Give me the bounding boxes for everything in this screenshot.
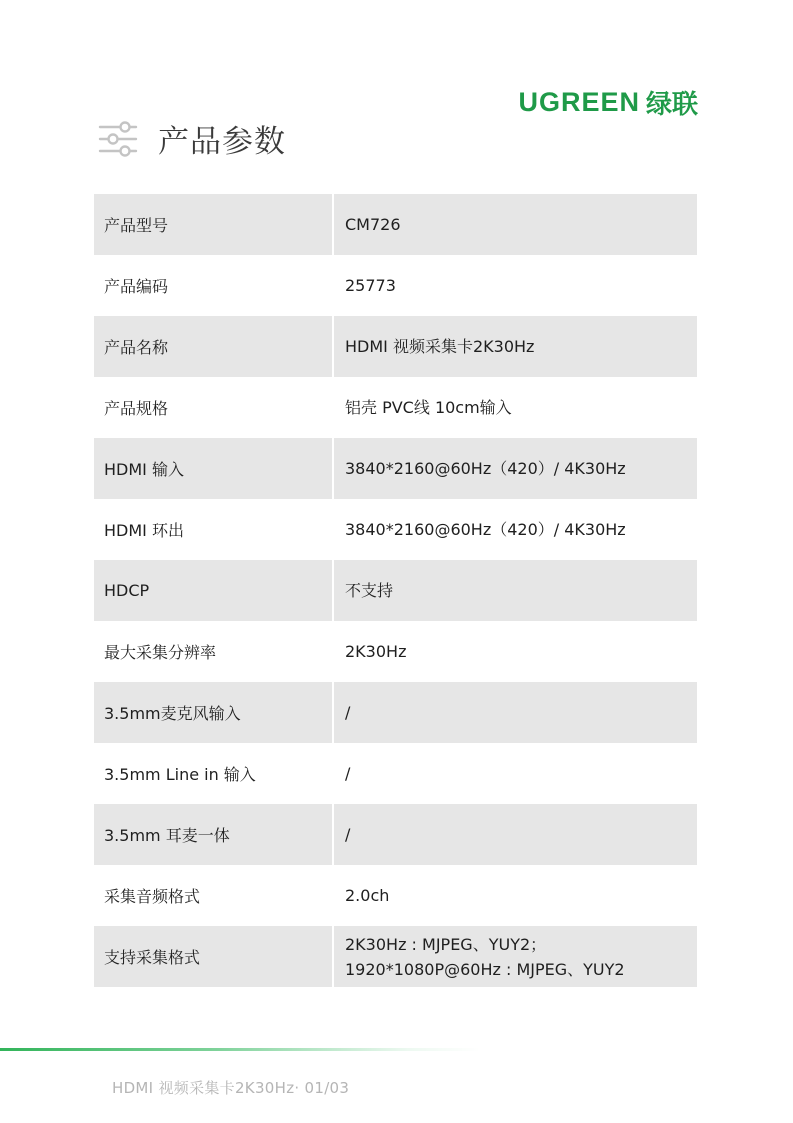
spec-label: 产品规格 — [94, 377, 334, 438]
spec-label: HDMI 环出 — [94, 499, 334, 560]
table-row — [94, 377, 697, 438]
table-row — [94, 743, 697, 804]
table-row — [94, 804, 697, 865]
table-row — [94, 621, 697, 682]
spec-label: 产品名称 — [94, 316, 334, 377]
logo-text-cn: 绿联 — [645, 90, 698, 120]
spec-value: 25773 — [345, 276, 396, 295]
spec-label: 3.5mm Line in 输入 — [94, 743, 334, 804]
spec-value: / — [345, 825, 351, 844]
table-row — [94, 194, 697, 255]
table-row — [94, 926, 697, 987]
spec-value: 3840*2160@60Hz（420）/ 4K30Hz — [345, 520, 626, 539]
page-title: 产品参数 — [158, 124, 286, 160]
table-row — [94, 560, 697, 621]
logo-text-en: UGREEN — [518, 87, 640, 117]
spec-value: / — [345, 703, 351, 722]
spec-label: 产品型号 — [94, 194, 334, 255]
section-header — [98, 116, 286, 161]
spec-label: 最大采集分辨率 — [94, 621, 334, 682]
spec-value: / — [345, 764, 351, 783]
footer-divider — [0, 1048, 480, 1051]
spec-table — [94, 194, 697, 987]
table-row — [94, 865, 697, 926]
spec-value: 2.0ch — [345, 886, 390, 905]
table-row — [94, 255, 697, 316]
table-row — [94, 499, 697, 560]
spec-label: 3.5mm麦克风输入 — [94, 682, 334, 743]
spec-value: CM726 — [345, 215, 401, 234]
brand-logo — [518, 84, 698, 121]
spec-label: 产品编码 — [94, 255, 334, 316]
spec-value: 不支持 — [345, 581, 394, 600]
table-row — [94, 316, 697, 377]
spec-value: 2K30Hz : MJPEG、YUY2； 1920*1080P@60Hz : MJPEG、YUY2 — [345, 934, 625, 979]
table-row — [94, 438, 697, 499]
spec-value: HDMI 视频采集卡2K30Hz — [345, 337, 535, 356]
spec-label: HDCP — [94, 560, 334, 621]
spec-label: HDMI 输入 — [94, 438, 334, 499]
spec-value: 3840*2160@60Hz（420）/ 4K30Hz — [345, 459, 626, 478]
spec-label: 支持采集格式 — [94, 926, 334, 987]
spec-value: 2K30Hz — [345, 642, 407, 661]
spec-value: 铝壳 PVC线 10cm输入 — [345, 398, 512, 417]
table-row — [94, 682, 697, 743]
sliders-icon — [98, 119, 138, 159]
spec-label: 3.5mm 耳麦一体 — [94, 804, 334, 865]
spec-label: 采集音频格式 — [94, 865, 334, 926]
footer-text: HDMI 视频采集卡2K30Hz· 01/03 — [112, 1079, 350, 1097]
